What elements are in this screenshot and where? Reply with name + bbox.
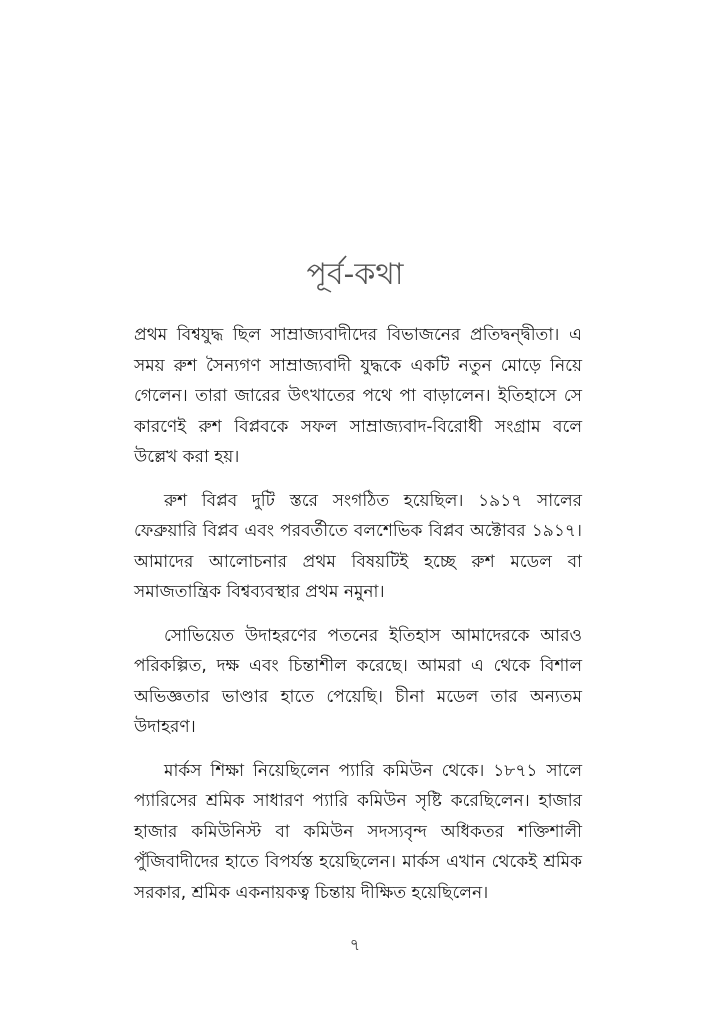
body-text — [134, 320, 582, 921]
paragraph-4: মার্কস শিক্ষা নিয়েছিলেন প্যারি কমিউন থেকে। ১৮৭১ সালে প্যারিসের শ্রমিক সাধারণ প্যারি কমিউন সৃষ্টি করেছিলেন। হাজার হাজার কমিউনিস্ট বা কমিউন সদস্যবৃন্দ অধিকতর শক্তিশালী পুঁজিবাদীদের হাতে বিপর্যস্ত হয়েছিলেন। মার্কস এখান থেকেই শ্রমিক সরকার, শ্রমিক একনায়কত্ব চিন্তায় দীক্ষিত হয়েছিলেন। — [134, 760, 582, 903]
paragraph-3: সোভিয়েত উদাহরণের পতনের ইতিহাস আমাদেরকে আরও পরিকল্পিত, দক্ষ এবং চিন্তাশীল করেছে। আমরা এ থেকে বিশাল অভিজ্ঞতার ভাণ্ডার হাতে পেয়েছি। চীনা মডেল তার অন্যতম উদাহরণ। — [134, 625, 582, 737]
paragraph-2: রুশ বিপ্লব দুটি স্তরে সংগঠিত হয়েছিল। ১৯১৭ সালের ফেব্রুয়ারি বিপ্লব এবং পরবর্তীতে বলশেভিক বিপ্লব অক্টোবর ১৯১৭। আমাদের আলোচনার প্রথম বিষয়টিই হচ্ছে রুশ মডেল বা সমাজতান্ত্রিক বিশ্বব্যবস্থার প্রথম নমুনা। — [134, 490, 582, 602]
chapter-title: পূর্ব-কথা — [306, 257, 404, 292]
paragraph-1: প্রথম বিশ্বযুদ্ধ ছিল সাম্রাজ্যবাদীদের বিভাজনের প্রতিদ্বন্দ্বীতা। এ সময় রুশ সৈন্যগণ সাম্রাজ্যবাদী যুদ্ধকে একটি নতুন মোড়ে নিয়ে গেলেন। তারা জারের উৎখাতের পথে পা বাড়ালেন। ইতিহাসে সে কারণেই রুশ বিপ্লবকে সফল সাম্রাজ্যবাদ-বিরোধী সংগ্রাম বলে উল্লেখ করা হয়। — [134, 325, 582, 467]
page-number: ৭ — [349, 935, 361, 954]
